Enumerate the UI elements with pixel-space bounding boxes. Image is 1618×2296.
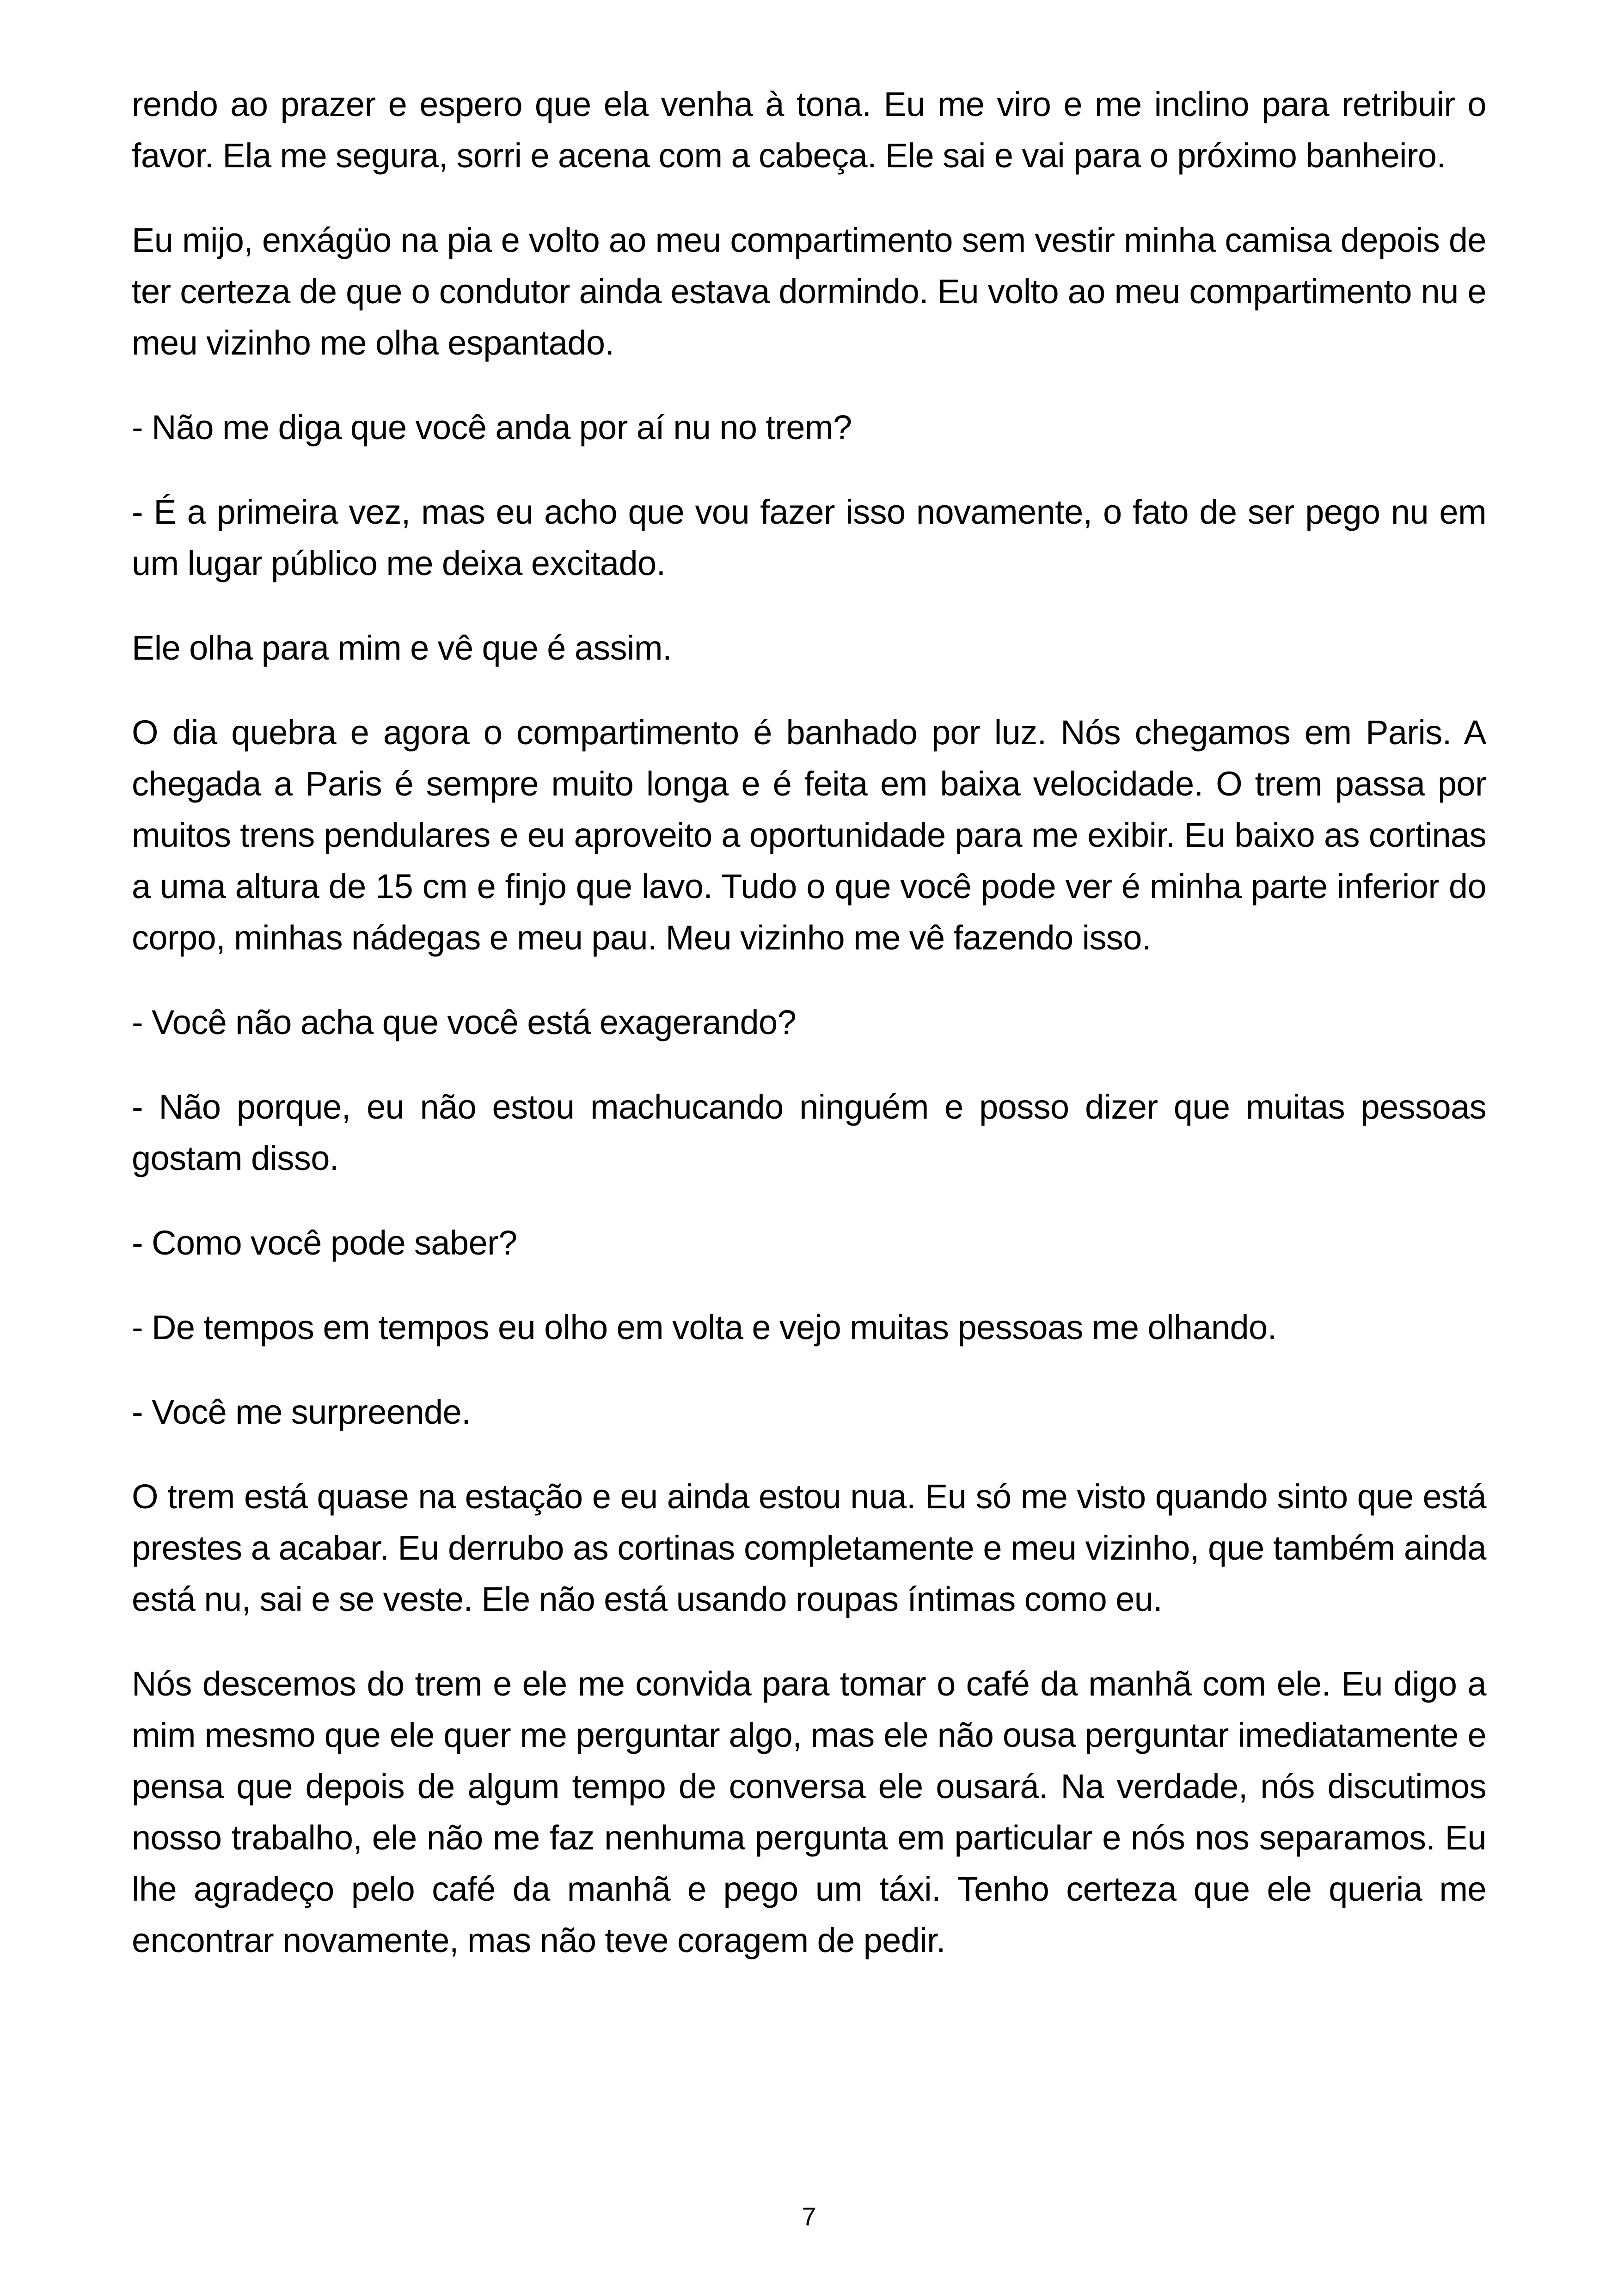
paragraph-5: O trem está quase na estação e eu ainda estou nua. Eu só me visto quando sinto que está prestes a acabar. Eu derrubo as cortinas completamente e meu vizinho, que também ainda está nu, sai e se veste. Ele não está usando roupas íntimas como eu. [132,1477,1486,1618]
paragraph-6: Nós descemos do trem e ele me convida para tomar o café da manhã com ele. Eu digo a mim mesmo que ele quer me perguntar algo, mas ele não ousa perguntar imediatamente e pensa que depois de algum tempo de conversa ele ousará. Na verdade, nós discutimos nosso trabalho, ele não me faz nenhuma pergunta em particular e nós nos separamos. Eu lhe agradeço pelo café da manhã e pego um táxi. Tenho certeza que ele queria me encontrar novamente, mas não teve coragem de pedir. [132,1665,1486,1959]
dialogue-line-4: - Não porque, eu não estou machucando ninguém e posso dizer que muitas pessoas gostam disso. [132,1088,1486,1177]
dialogue-line-7: - Você me surpreende. [132,1393,471,1431]
dialogue-line-3: - Você não acha que você está exagerando? [132,1003,797,1041]
dialogue-line-1: - Não me diga que você anda por aí nu no trem? [132,408,852,447]
paragraph-1: rendo ao prazer e espero que ela venha à tona. Eu me viro e me inclino para retribuir o favor. Ela me segura, sorri e acena com a cabeça. Ele sai e vai para o próximo banheiro. [132,85,1486,175]
paragraph-2: Eu mijo, enxágüo na pia e volto ao meu compartimento sem vestir minha camisa depois de ter certeza de que o condutor ainda estava dormindo. Eu volto ao meu compartimento nu e meu vizinho me olha espantado. [132,221,1486,362]
dialogue-line-6: - De tempos em tempos eu olho em volta e vejo muitas pessoas me olhando. [132,1308,1277,1347]
page-number: 7 [802,2202,816,2231]
paragraph-3: Ele olha para mim e vê que é assim. [132,629,672,667]
page-body [132,79,1486,1999]
paragraph-4: O dia quebra e agora o compartimento é banhado por luz. Nós chegamos em Paris. A chegada a Paris é sempre muito longa e é feita em baixa velocidade. O trem passa por muitos trens pendulares e eu aproveito a oportunidade para me exibir. Eu baixo as cortinas a uma altura de 15 cm e finjo que lavo. Tudo o que você pode ver é minha parte inferior do corpo, minhas nádegas e meu pau. Meu vizinho me vê fazendo isso. [132,713,1486,957]
dialogue-line-2: - É a primeira vez, mas eu acho que vou fazer isso novamente, o fato de ser pego nu em um lugar público me deixa excitado. [132,493,1486,582]
dialogue-line-5: - Como você pode saber? [132,1224,517,1262]
